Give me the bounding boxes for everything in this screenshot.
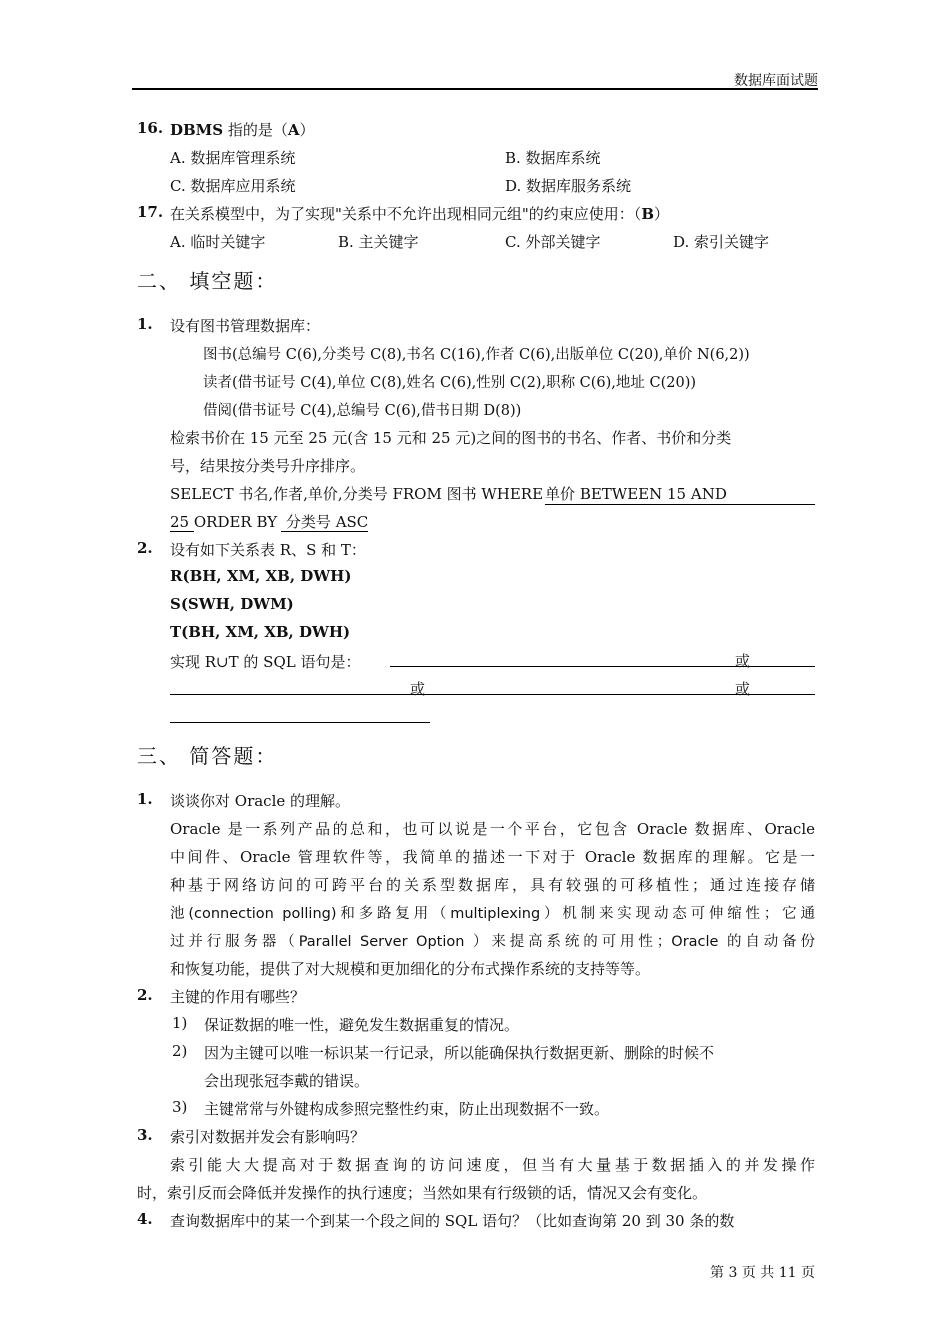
qa2-question: 主键的作用有哪些？ xyxy=(170,988,306,1006)
fill1-intro: 设有图书管理数据库： xyxy=(170,317,321,335)
running-header: 数据库面试题 xyxy=(734,73,818,89)
fill2-answer-line-1 xyxy=(390,666,815,667)
fill2-prompt: 实现 R∪T 的 SQL 语句是： xyxy=(170,653,361,671)
fill2-answer-line-2 xyxy=(170,694,815,695)
qa2-item2-number: 2) xyxy=(172,1042,188,1060)
fill1-answer-blank1b: 25 xyxy=(170,513,194,531)
qa1-answer-line6: 和恢复功能，提供了对大规模和更加细化的分布式操作系统的支持等等。 xyxy=(170,960,651,978)
fill1-task-line2: 号，结果按分类号升序排序。 xyxy=(170,457,366,475)
fill1-schema-books: 图书(总编号 C(6),分类号 C(8),书名 C(16),作者 C(6),出版单位 C(20),单价 N(6,2)) xyxy=(203,347,750,363)
fill2-or-2: 或 xyxy=(410,680,426,698)
q16-option-b: B. 数据库系统 xyxy=(505,149,601,167)
header-rule xyxy=(132,88,818,90)
qa3-answer-line1: 索引能大大提高对于数据查询的访问速度，但当有大量基于数据插入的并发操作 xyxy=(170,1156,815,1174)
fill2-or-1: 或 xyxy=(735,652,751,670)
fill1-sql-order-by: ORDER BY xyxy=(193,513,278,531)
fill2-answer-line-3 xyxy=(170,722,430,723)
q17-option-a: A. 临时关键字 xyxy=(170,233,266,251)
q17-stem-end: ） xyxy=(654,205,670,223)
qa2-number: 2. xyxy=(137,986,153,1004)
fill2-number: 2. xyxy=(137,539,153,557)
qa1-number: 1. xyxy=(137,790,153,808)
q16-stem-text: 指的是（ xyxy=(223,121,288,139)
qa3-number: 3. xyxy=(137,1126,153,1144)
fill1-number: 1. xyxy=(137,315,153,333)
fill1-sql-prefix: SELECT 书名,作者,单价,分类号 FROM 图书 WHERE xyxy=(170,485,544,503)
q16-stem-end: ） xyxy=(299,121,315,139)
fill2-relation-s: S(SWH, DWM) xyxy=(170,595,294,613)
fill1-sql-line2 xyxy=(170,511,368,532)
fill2-relation-r: R(BH, XM, XB, DWH) xyxy=(170,567,352,585)
q17-answer: B xyxy=(641,205,654,223)
q16-stem xyxy=(170,119,315,140)
qa1-answer-line2: 中间件、Oracle 管理软件等，我简单的描述一下对于 Oracle 数据库的理解。它是一 xyxy=(170,848,815,866)
q17-stem xyxy=(170,203,669,224)
qa2-item3-text: 主键常常与外键构成参照完整性约束，防止出现数据不一致。 xyxy=(204,1100,610,1118)
qa3-question: 索引对数据并发会有影响吗？ xyxy=(170,1128,366,1146)
fill1-schema-readers: 读者(借书证号 C(4),单位 C(8),姓名 C(6),性别 C(2),职称 C(6),地址 C(20)) xyxy=(203,375,697,391)
qa1-answer-line4: 池(connection polling)和多路复用（multiplexing）机制来实现动态可伸缩性；它通 xyxy=(170,906,815,922)
fill1-sql-line1 xyxy=(170,483,815,505)
q16-option-d: D. 数据库服务系统 xyxy=(505,177,632,195)
fill1-answer-blank1: 单价 BETWEEN 15 AND xyxy=(545,483,815,505)
qa1-answer-line3: 种基于网络访问的可跨平台的关系型数据库，具有较强的可移植性；通过连接存储 xyxy=(170,876,815,894)
qa4-number: 4. xyxy=(137,1210,153,1228)
qa2-item1-number: 1) xyxy=(172,1014,188,1032)
q17-stem-text: 在关系模型中，为了实现"关系中不允许出现相同元组"的约束应使用：（ xyxy=(170,205,642,223)
q16-option-c: C. 数据库应用系统 xyxy=(170,177,296,195)
section-2-heading: 二、 填空题： xyxy=(137,269,278,293)
fill1-schema-borrow: 借阅(借书证号 C(4),总编号 C(6),借书日期 D(8)) xyxy=(203,403,522,419)
section-3-heading: 三、 简答题： xyxy=(137,744,278,768)
qa2-item2-text-line2: 会出现张冠李戴的错误。 xyxy=(204,1072,370,1090)
q16-option-a: A. 数据库管理系统 xyxy=(170,149,296,167)
qa2-item2-text-line1: 因为主键可以唯一标识某一行记录，所以能确保执行数据更新、删除的时候不 xyxy=(204,1044,715,1062)
qa2-item3-number: 3) xyxy=(172,1098,188,1116)
q17-option-d: D. 索引关键字 xyxy=(673,233,770,251)
q16-answer: A xyxy=(287,121,300,139)
fill2-relation-t: T(BH, XM, XB, DWH) xyxy=(170,623,351,641)
q16-number: 16. xyxy=(137,119,164,137)
qa1-question: 谈谈你对 Oracle 的理解。 xyxy=(170,792,351,810)
q16-stem-dbms: DBMS xyxy=(170,121,224,139)
qa3-answer-line2: 时，索引反而会降低并发操作的执行速度；当然如果有行级锁的话，情况又会有变化。 xyxy=(137,1184,708,1202)
qa1-answer-line5: 过并行服务器（Parallel Server Option ）来提高系统的可用性；Oracle 的自动备份 xyxy=(170,934,815,950)
q17-option-c: C. 外部关键字 xyxy=(505,233,601,251)
qa2-item1-text: 保证数据的唯一性，避免发生数据重复的情况。 xyxy=(204,1016,520,1034)
page-number: 第 3 页 共 11 页 xyxy=(710,1265,815,1281)
fill2-or-3: 或 xyxy=(735,680,751,698)
q17-number: 17. xyxy=(137,203,164,221)
fill2-intro: 设有如下关系表 R、S 和 T： xyxy=(170,541,366,559)
q17-option-b: B. 主关键字 xyxy=(338,233,419,251)
qa4-question: 查询数据库中的某一个到某一个段之间的 SQL 语句？（比如查询第 20 到 30 条的数 xyxy=(170,1212,735,1230)
fill1-answer-blank2: 分类号 ASC xyxy=(281,513,369,531)
fill1-task-line1: 检索书价在 15 元至 25 元(含 15 元和 25 元)之间的图书的书名、作者、书价和分类 xyxy=(170,429,732,447)
qa1-answer-line1: Oracle 是一系列产品的总和，也可以说是一个平台，它包含 Oracle 数据库、Oracle xyxy=(170,820,815,838)
